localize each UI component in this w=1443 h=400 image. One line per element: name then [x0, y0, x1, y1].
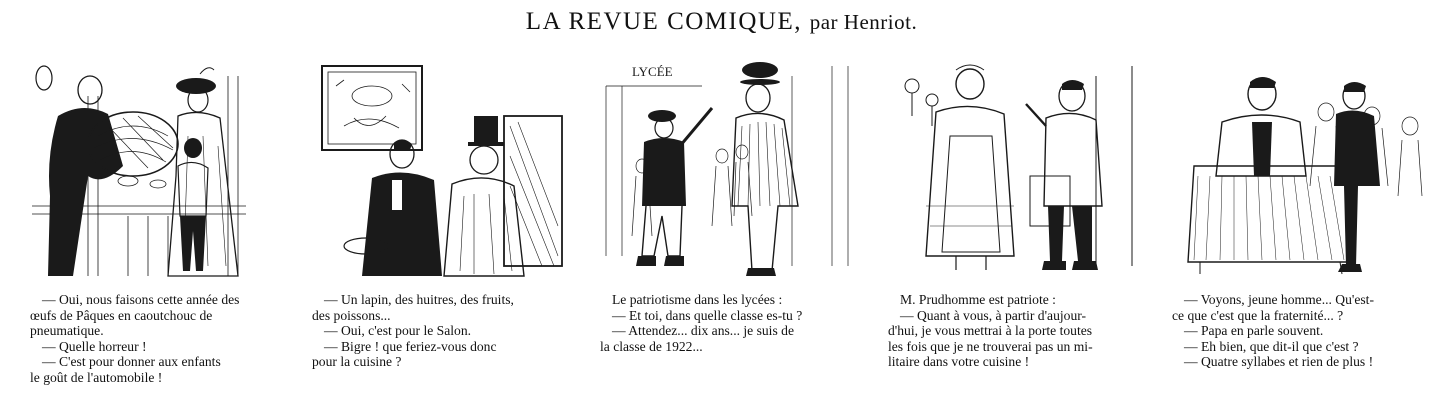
caption-line: ce que c'est que la fraternité... ?: [1172, 307, 1344, 323]
caption-line: le goût de l'automobile !: [30, 369, 163, 385]
caption-line: M. Prudhomme est patriote :: [900, 292, 1056, 307]
caption-line: — Oui, nous faisons cette année des: [42, 292, 240, 307]
cartoon-panel-5: [1176, 56, 1428, 282]
caption-line: Le patriotisme dans les lycées :: [612, 292, 783, 307]
caption-line: pneumatique.: [30, 323, 104, 338]
caption-line: — Oui, c'est pour le Salon.: [324, 323, 472, 338]
caption-line: — C'est pour donner aux enfants: [42, 354, 221, 369]
caption-line: — Papa en parle souvent.: [1184, 323, 1324, 338]
caption-line: litaire dans votre cuisine !: [888, 354, 1030, 369]
caption-panel-2: [312, 292, 574, 370]
cartoon-panel-3: [602, 56, 856, 282]
caption-line: — Quant à vous, à partir d'aujour-: [900, 307, 1087, 323]
caption-line: — Eh bien, que dit-il que c'est ?: [1184, 338, 1359, 354]
caption-line: — Voyons, jeune homme... Qu'est-: [1184, 292, 1374, 307]
title-main: LA REVUE COMIQUE,: [525, 8, 802, 35]
caption-line: — Bigre ! que feriez-vous donc: [324, 338, 497, 354]
caption-line: — Quelle horreur !: [42, 338, 147, 354]
cartoon-panel-2: [314, 56, 566, 282]
caption-line: des poissons...: [312, 307, 391, 323]
cartoon-panel-4: [896, 56, 1142, 282]
illustration-fraternity: [1176, 56, 1428, 282]
caption-line: pour la cuisine ?: [312, 354, 402, 369]
caption-line: d'hui, je vous mettrai à la porte toutes: [888, 323, 1093, 338]
caption-line: œufs de Pâques en caoutchouc de: [30, 307, 213, 323]
title-byline: par Henriot.: [809, 10, 918, 34]
illustration-kitchen: [896, 56, 1142, 282]
caption-panel-3: [600, 292, 868, 354]
caption-line: — Quatre syllabes et rien de plus !: [1184, 354, 1374, 369]
caption-panel-5: [1172, 292, 1438, 370]
caption-panel-1: [30, 292, 288, 385]
caption-line: — Et toi, dans quelle classe es-tu ?: [612, 307, 803, 323]
lycee-sign: LYCÉE: [632, 64, 673, 79]
cartoon-panel-1: [28, 56, 250, 282]
caption-panel-4: [888, 292, 1156, 370]
caption-line: les fois que je ne trouverai pas un mi-: [888, 338, 1093, 354]
caption-line: — Attendez... dix ans... je suis de: [612, 323, 794, 338]
caption-line: la classe de 1922...: [600, 338, 703, 354]
illustration-egg-shop: [28, 56, 250, 282]
illustration-salon: [314, 56, 566, 282]
page-title: [0, 8, 1443, 36]
caption-line: — Un lapin, des huitres, des fruits,: [324, 292, 514, 307]
illustration-lycee: [602, 56, 856, 282]
